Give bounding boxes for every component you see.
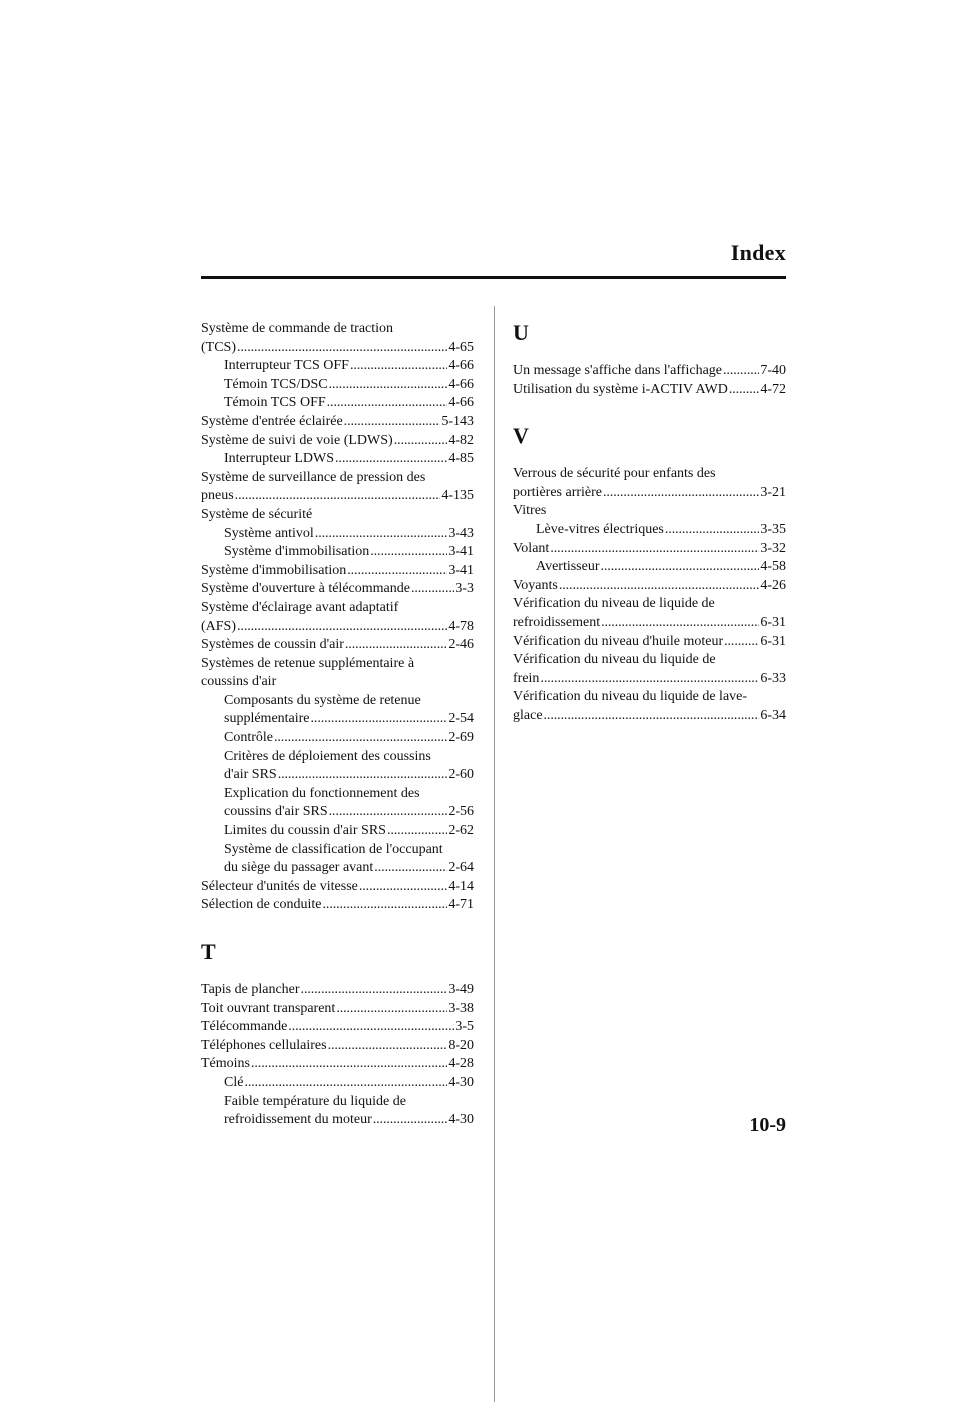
index-entry — [513, 614, 786, 633]
index-entry — [201, 413, 474, 432]
dot-leader — [665, 521, 759, 540]
entry-term: Vérification du niveau d'huile moteur — [513, 633, 724, 649]
entry-page-ref: 2-46 — [448, 637, 474, 653]
index-entry-line: Vérification du niveau du liquide de lave- — [513, 689, 748, 705]
entry-page-ref: 4-28 — [448, 1056, 474, 1072]
index-subentry — [201, 729, 474, 748]
dot-leader — [278, 766, 448, 785]
entry-page-ref: 2-69 — [448, 730, 474, 746]
dot-leader — [603, 484, 759, 503]
entry-term: Témoins — [201, 1056, 250, 1072]
page-number: 10-9 — [749, 1114, 786, 1136]
dot-leader — [601, 614, 759, 633]
index-entry — [513, 540, 786, 559]
column-divider — [494, 306, 495, 1402]
entry-term: frein — [513, 670, 540, 686]
index-entry — [201, 981, 474, 1000]
dot-leader — [335, 450, 447, 469]
index-subentry — [201, 1111, 474, 1130]
dot-leader — [724, 633, 759, 652]
entry-page-ref: 2-60 — [448, 767, 474, 783]
dot-leader — [237, 618, 447, 637]
page-header-title: Index — [730, 240, 786, 265]
entry-page-ref: 4-66 — [448, 376, 474, 392]
section-letter: T — [201, 939, 216, 964]
index-entry — [201, 580, 474, 599]
entry-term: Toit ouvrant transparent — [201, 1000, 336, 1016]
dot-leader — [345, 636, 447, 655]
entry-page-ref: 4-66 — [448, 395, 474, 411]
index-entry-line: coussins d'air — [201, 674, 277, 690]
entry-page-ref: 2-64 — [448, 860, 474, 876]
entry-term: Sélecteur d'unités de vitesse — [201, 878, 358, 894]
entry-page-ref: 3-43 — [448, 525, 474, 541]
dot-leader — [374, 859, 447, 878]
index-entry-line: Vérification du niveau de liquide de — [513, 596, 715, 612]
entry-term: Un message s'affiche dans l'affichage — [513, 363, 723, 378]
entry-term: Système d'immobilisation — [224, 544, 370, 560]
entry-page-ref: 6-31 — [760, 614, 786, 630]
dot-leader — [723, 362, 759, 381]
index-entry — [513, 362, 786, 381]
dot-leader — [370, 543, 447, 562]
index-entry — [513, 381, 786, 400]
index-subentry-line: Système de classification de l'occupant — [224, 841, 443, 857]
entry-term: Témoin TCS OFF — [224, 395, 326, 411]
entry-page-ref: 3-49 — [448, 982, 474, 997]
index-entry — [201, 487, 474, 506]
index-subentry — [201, 803, 474, 822]
index-column-right — [513, 320, 786, 726]
dot-leader — [411, 580, 454, 599]
index-entry — [201, 1000, 474, 1019]
entry-page-ref: 4-26 — [760, 577, 786, 593]
index-subentry — [513, 521, 786, 540]
index-subentry — [201, 543, 474, 562]
index-subentry — [201, 394, 474, 413]
dot-leader — [329, 803, 448, 822]
entry-term: Contrôle — [224, 730, 273, 746]
dot-leader — [323, 896, 448, 915]
entry-page-ref: 3-35 — [760, 521, 786, 537]
dot-leader — [315, 525, 448, 544]
index-entry-line: Vérification du niveau du liquide de — [513, 652, 716, 668]
entry-page-ref: 6-33 — [760, 670, 786, 686]
entry-page-ref: 4-72 — [760, 381, 786, 397]
entry-page-ref: 4-78 — [448, 618, 474, 634]
index-subentry — [201, 450, 474, 469]
index-subentry-line: Composants du système de retenue — [224, 692, 421, 708]
entry-page-ref: 3-21 — [760, 484, 786, 500]
index-subentry — [201, 525, 474, 544]
index-entry-line: Verrous de sécurité pour enfants des — [513, 466, 716, 482]
index-subentry-line: Faible température du liquide de — [224, 1093, 406, 1109]
entry-term: Sélection de conduite — [201, 897, 322, 913]
index-entry-line: Système de commande de traction — [201, 321, 394, 336]
dot-leader — [328, 1037, 448, 1056]
index-subentry — [201, 859, 474, 878]
index-entry-line: Systèmes de retenue supplémentaire à — [201, 655, 415, 671]
entry-term: glace — [513, 707, 543, 723]
index-entry-line: Système de sécurité — [201, 506, 313, 522]
entry-term: Utilisation du système i-ACTIV AWD — [513, 381, 728, 397]
dot-leader — [344, 413, 441, 432]
index-entry-line: Système de surveillance de pression des — [201, 469, 426, 485]
entry-term: portières arrière — [513, 484, 602, 500]
entry-term: Clé — [224, 1074, 244, 1090]
entry-page-ref: 4-135 — [441, 488, 474, 504]
dot-leader — [235, 487, 441, 506]
index-entry — [201, 636, 474, 655]
index-entry — [201, 878, 474, 897]
dot-leader — [601, 558, 760, 577]
dot-leader — [394, 432, 448, 451]
entry-page-ref: 3-41 — [448, 544, 474, 560]
index-entry — [201, 1037, 474, 1056]
section-letter: V — [513, 423, 529, 449]
entry-term: coussins d'air SRS — [224, 804, 328, 820]
index-subentry — [201, 710, 474, 729]
index-subentry-line: Explication du fonctionnement des — [224, 785, 420, 801]
entry-page-ref: 4-82 — [448, 432, 474, 448]
entry-page-ref: 6-31 — [760, 633, 786, 649]
entry-page-ref: 4-58 — [760, 559, 786, 575]
entry-term: Système de suivi de voie (LDWS) — [201, 432, 393, 448]
entry-term: (TCS) — [201, 339, 236, 355]
entry-term: Systèmes de coussin d'air — [201, 637, 344, 653]
index-entry — [513, 670, 786, 689]
entry-page-ref: 4-66 — [448, 358, 474, 374]
entry-page-ref: 4-71 — [448, 897, 474, 913]
dot-leader — [237, 339, 447, 358]
index-entry — [201, 432, 474, 451]
entry-term: du siège du passager avant — [224, 860, 374, 876]
entry-term: Téléphones cellulaires — [201, 1037, 327, 1053]
entry-page-ref: 7-40 — [760, 363, 786, 378]
entry-page-ref: 2-62 — [448, 823, 474, 839]
entry-page-ref: 5-143 — [441, 413, 474, 429]
entry-page-ref: 6-34 — [760, 707, 786, 723]
index-entry — [201, 339, 474, 358]
entry-term: Interrupteur TCS OFF — [224, 358, 349, 374]
index-entry-line: Système d'éclairage avant adaptatif — [201, 599, 399, 615]
entry-term: Système d'immobilisation — [201, 562, 347, 578]
dot-leader — [387, 822, 447, 841]
entry-term: Tapis de plancher — [201, 982, 300, 997]
entry-page-ref: 4-85 — [448, 451, 474, 467]
index-subentry — [513, 558, 786, 577]
entry-term: Voyants — [513, 577, 558, 593]
entry-term: refroidissement du moteur — [224, 1112, 372, 1128]
entry-term: Volant — [513, 540, 550, 556]
dot-leader — [540, 670, 759, 689]
entry-term: d'air SRS — [224, 767, 277, 783]
entry-term: refroidissement — [513, 614, 601, 630]
dot-leader — [251, 1055, 447, 1074]
entry-page-ref: 3-3 — [455, 581, 474, 597]
index-entry — [513, 577, 786, 596]
entry-term: Limites du coussin d'air SRS — [224, 823, 386, 839]
index-entry — [201, 562, 474, 581]
index-column-left — [201, 320, 474, 1130]
dot-leader — [301, 981, 448, 1000]
dot-leader — [359, 878, 447, 897]
index-subentry — [201, 766, 474, 785]
dot-leader — [244, 1074, 447, 1093]
entry-term: Télécommande — [201, 1019, 288, 1035]
entry-page-ref: 3-5 — [455, 1019, 474, 1035]
index-subentry — [201, 822, 474, 841]
index-entry — [201, 1018, 474, 1037]
entry-page-ref: 2-54 — [448, 711, 474, 727]
index-entry — [201, 896, 474, 915]
dot-leader — [327, 394, 448, 413]
dot-leader — [559, 577, 759, 596]
index-entry — [513, 633, 786, 652]
entry-page-ref: 2-56 — [448, 804, 474, 820]
dot-leader — [373, 1111, 448, 1130]
entry-page-ref: 8-20 — [448, 1037, 474, 1053]
index-entry — [513, 707, 786, 726]
dot-leader — [274, 729, 447, 748]
entry-page-ref: 3-38 — [448, 1000, 474, 1016]
dot-leader — [729, 381, 760, 400]
dot-leader — [336, 1000, 447, 1019]
dot-leader — [550, 540, 759, 559]
section-letter: U — [513, 320, 529, 345]
entry-page-ref: 3-32 — [760, 540, 786, 556]
entry-term: pneus — [201, 488, 234, 504]
entry-term: Interrupteur LDWS — [224, 451, 335, 467]
index-subentry-line: Critères de déploiement des coussins — [224, 748, 431, 764]
entry-page-ref: 4-65 — [448, 339, 474, 355]
entry-page-ref: 4-14 — [448, 878, 474, 894]
entry-term: Système d'ouverture à télécommande — [201, 581, 410, 597]
index-entry — [513, 484, 786, 503]
index-entry-line: Vitres — [513, 503, 547, 519]
entry-term: (AFS) — [201, 618, 237, 634]
dot-leader — [329, 376, 448, 395]
entry-term: Système d'entrée éclairée — [201, 413, 343, 429]
dot-leader — [347, 562, 447, 581]
entry-term: supplémentaire — [224, 711, 310, 727]
index-subentry — [201, 357, 474, 376]
entry-term: Système antivol — [224, 525, 314, 541]
entry-term: Témoin TCS/DSC — [224, 376, 328, 392]
dot-leader — [288, 1018, 454, 1037]
dot-leader — [544, 707, 760, 726]
index-entry — [201, 1055, 474, 1074]
dot-leader — [350, 357, 447, 376]
index-subentry — [201, 1074, 474, 1093]
entry-page-ref: 4-30 — [448, 1112, 474, 1128]
entry-term: Avertisseur — [536, 559, 600, 575]
entry-page-ref: 3-41 — [448, 562, 474, 578]
index-subentry — [201, 376, 474, 395]
entry-page-ref: 4-30 — [448, 1074, 474, 1090]
header-rule — [201, 276, 786, 279]
dot-leader — [311, 710, 448, 729]
index-entry — [201, 618, 474, 637]
entry-term: Lève-vitres électriques — [536, 521, 664, 537]
